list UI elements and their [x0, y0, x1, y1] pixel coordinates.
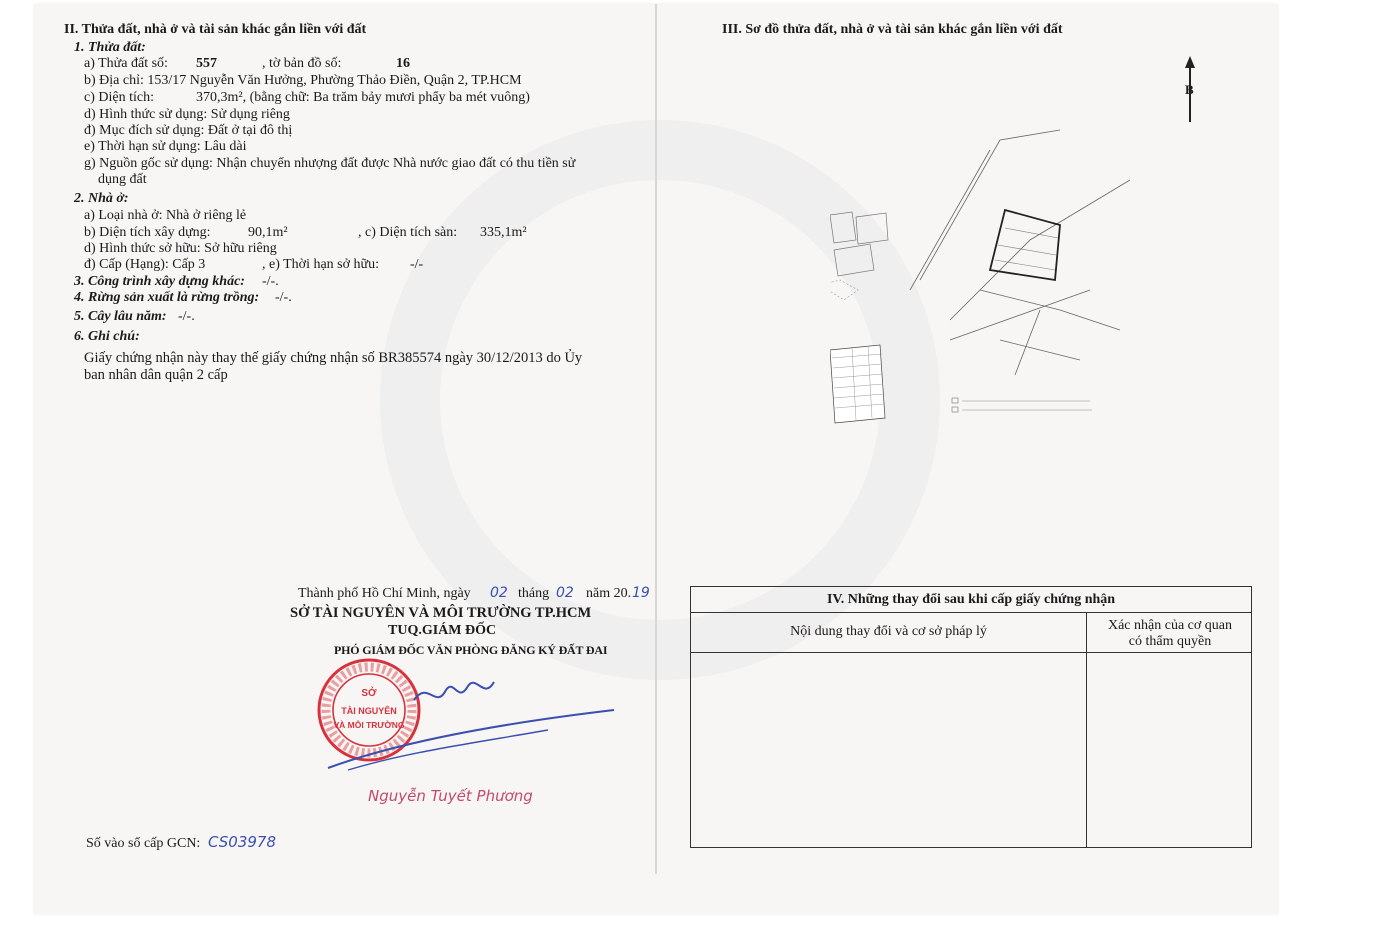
house-title: 2. Nhà ở: — [74, 191, 129, 206]
handwritten-year: 19 — [632, 585, 650, 601]
changes-table-title-row — [691, 587, 1251, 613]
purpose-line: đ) Mục đích sử dụng: Đất ở tại đô thị — [84, 123, 293, 138]
planted-forest-value: -/-. — [275, 290, 292, 305]
other-construction-value: -/-. — [262, 274, 279, 289]
perennial-trees-value: -/-. — [178, 309, 195, 324]
map-number: 16 — [396, 56, 410, 71]
use-form-line: d) Hình thức sử dụng: Sử dụng riêng — [84, 107, 290, 122]
perennial-trees-title: 5. Cây lâu năm: — [74, 309, 167, 324]
own-term-label: , e) Thời hạn sở hữu: — [262, 257, 380, 272]
handwritten-month: 02 — [556, 585, 574, 601]
grade-line: đ) Cấp (Hạng): Cấp 3 — [84, 257, 206, 272]
notes-title: 6. Ghi chú: — [74, 329, 140, 344]
address-line: b) Địa chỉ: 153/17 Nguyễn Văn Hưởng, Phường Thảo Điền, Quận 2, TP.HCM — [84, 73, 522, 88]
stamp-text-1: SỞ — [361, 688, 377, 699]
floor-area-label: , c) Diện tích sàn: — [358, 225, 458, 240]
house-type-line: a) Loại nhà ở: Nhà ở riêng lẻ — [84, 208, 247, 223]
year-label: năm 20. — [586, 586, 632, 601]
build-area-value: 90,1m² — [248, 225, 288, 240]
changes-table-divider — [1086, 612, 1087, 848]
authorization-line: TUQ.GIÁM ĐỐC — [388, 623, 497, 638]
column-header-authority-line-2: có thẩm quyền — [1128, 634, 1212, 649]
map-label: , tờ bản đồ số: — [262, 56, 342, 71]
other-construction-title: 3. Công trình xây dựng khác: — [74, 274, 245, 289]
changes-table-title: IV. Những thay đổi sau khi cấp giấy chứng nhận — [826, 592, 1116, 607]
area-label: c) Diện tích: — [84, 90, 154, 105]
origin-line-1: g) Nguồn gốc sử dụng: Nhận chuyển nhượng đất được Nhà nước giao đất có thu tiền sử — [84, 156, 576, 171]
parcel-sketch-diagram — [830, 120, 1130, 440]
planted-forest-title: 4. Rừng sản xuất là rừng trồng: — [74, 290, 260, 305]
signer-name: Nguyễn Tuyết Phương — [368, 787, 533, 805]
register-label: Số vào sổ cấp GCN: — [86, 836, 201, 851]
month-label: tháng — [518, 586, 550, 601]
column-header-change-content: Nội dung thay đổi và cơ sở pháp lý — [790, 624, 987, 639]
register-number: CS03978 — [208, 833, 276, 851]
section-iii-heading: III. Sơ đồ thửa đất, nhà ở và tài sản khác gắn liền với đất — [722, 22, 1063, 37]
place-date-prefix: Thành phố Hồ Chí Minh, ngày — [298, 586, 471, 601]
land-parcel-title: 1. Thửa đất: — [74, 40, 146, 55]
stamp-text-2: TÀI NGUYÊN — [341, 706, 397, 716]
changes-table — [690, 586, 1252, 848]
note-line-1: Giấy chứng nhận này thay thế giấy chứng nhận số BR385574 ngày 30/12/2013 do Ủy — [84, 350, 583, 366]
deputy-title: PHÓ GIÁM ĐỐC VĂN PHÒNG ĐĂNG KÝ ĐẤT ĐAI — [334, 643, 608, 657]
changes-table-header-row — [691, 612, 1251, 653]
handwritten-day: 02 — [490, 585, 508, 601]
agency-name: SỞ TÀI NGUYÊN VÀ MÔI TRƯỜNG TP.HCM — [290, 605, 592, 621]
signature-scribble — [318, 660, 618, 780]
note-line-2: ban nhân dân quận 2 cấp — [84, 367, 228, 383]
column-header-authority-line-1: Xác nhận của cơ quan — [1107, 618, 1232, 633]
north-label: B — [1185, 82, 1194, 97]
area-value: 370,3m², (bằng chữ: Ba trăm bảy mươi phẩy ba mét vuông) — [196, 90, 530, 105]
ownership-form-line: d) Hình thức sở hữu: Sở hữu riêng — [84, 241, 277, 256]
own-term-value: -/- — [410, 257, 424, 272]
term-line: e) Thời hạn sử dụng: Lâu dài — [84, 139, 247, 154]
floor-area-value: 335,1m² — [480, 225, 527, 240]
page-fold-line — [655, 4, 657, 874]
origin-line-2: dụng đất — [98, 172, 147, 187]
build-area-label: b) Diện tích xây dựng: — [84, 225, 211, 240]
section-ii-heading: II. Thửa đất, nhà ở và tài sản khác gắn liền với đất — [64, 22, 367, 37]
stamp-text-3: VÀ MÔI TRƯỜNG — [333, 720, 405, 730]
parcel-label: a) Thửa đất số: — [84, 56, 168, 71]
parcel-number: 557 — [196, 56, 217, 71]
